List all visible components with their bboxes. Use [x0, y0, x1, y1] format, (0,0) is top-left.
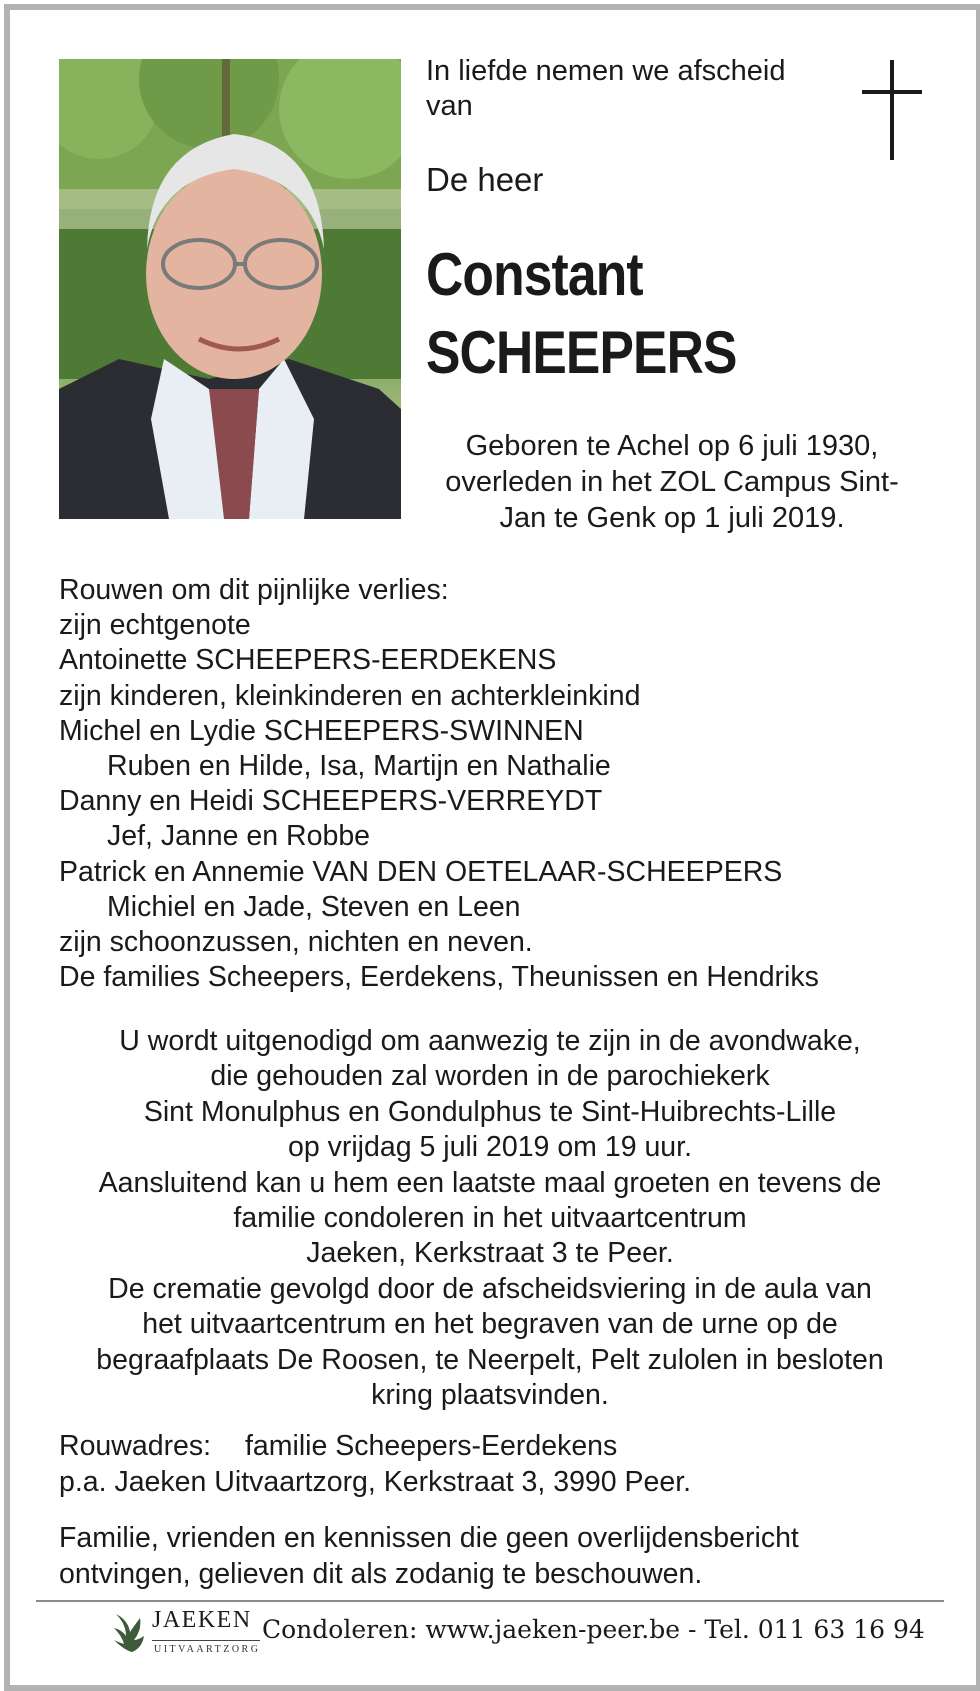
mourning-address	[59, 1428, 939, 1500]
family-note	[59, 1520, 939, 1592]
mourners-list	[59, 573, 939, 995]
honorific: De heer	[426, 161, 544, 198]
ceremony-line: begraafplaats De Roosen, te Neerpelt, Pelt zulolen in besloten	[96, 1343, 884, 1376]
intro-text	[426, 54, 826, 124]
logo-title: JAEKEN	[152, 1607, 252, 1633]
portrait-photo	[59, 59, 401, 519]
mourner-line: Danny en Heidi SCHEEPERS-VERREYDT	[59, 785, 603, 818]
birth-death-info	[416, 428, 928, 536]
born-line: overleden in het ZOL Campus Sint-	[445, 466, 899, 498]
address-name: familie Scheepers-Eerdekens	[245, 1430, 618, 1462]
ceremony-line: kring plaatsvinden.	[371, 1379, 609, 1412]
mourner-line: Michel en Lydie SCHEEPERS-SWINNEN	[59, 714, 584, 747]
mourner-line: zijn schoonzussen, nichten en neven.	[59, 926, 533, 959]
ceremony-line: die gehouden zal worden in de parochiekerk	[210, 1060, 770, 1093]
mourner-line: Ruben en Hilde, Isa, Martijn en Nathalie	[107, 750, 611, 783]
last-name: SCHEEPERS	[426, 319, 737, 386]
mourner-line: Michiel en Jade, Steven en Leen	[107, 890, 521, 923]
ceremony-line: Sint Monulphus en Gondulphus te Sint-Huibrechts-Lille	[143, 1095, 837, 1128]
ceremony-line: familie condoleren in het uitvaartcentrum	[233, 1202, 747, 1235]
born-line: Geboren te Achel op 6 juli 1930,	[465, 430, 879, 462]
mourner-line: Antoinette SCHEEPERS-EERDEKENS	[59, 644, 557, 677]
deceased-name	[426, 236, 737, 392]
first-name: Constant	[426, 241, 643, 308]
ceremony-line: Jaeken, Kerkstraat 3 te Peer.	[306, 1237, 674, 1270]
cross-icon	[862, 60, 922, 160]
intro-line-1: In liefde nemen we afscheid	[426, 55, 786, 87]
logo-rule	[152, 1640, 260, 1641]
ceremony-line: het uitvaartcentrum en het begraven van de urne op de	[142, 1308, 838, 1341]
address-label: Rouwadres:	[59, 1430, 212, 1462]
mourner-line: zijn echtgenote	[59, 609, 251, 642]
mourner-line: Patrick en Annemie VAN DEN OETELAAR-SCHEEPERS	[59, 855, 783, 888]
family-note-line: Familie, vrienden en kennissen die geen overlijdensbericht	[59, 1522, 799, 1554]
ceremony-line: Aansluitend kan u hem een laatste maal groeten en tevens de	[98, 1166, 882, 1199]
ceremony-info	[40, 1024, 940, 1413]
jaeken-logo	[112, 1606, 262, 1662]
ceremony-line: De crematie gevolgd door de afscheidsviering in de aula van	[108, 1272, 872, 1305]
intro-line-2: van	[426, 90, 473, 122]
born-line: Jan te Genk op 1 juli 2019.	[499, 502, 845, 534]
mourner-line: zijn kinderen, kleinkinderen en achterkleinkind	[59, 679, 641, 712]
mourner-line: Jef, Janne en Robbe	[107, 820, 371, 853]
footer-divider	[36, 1600, 944, 1602]
condolence-footer: Condoleren: www.jaeken-peer.be - Tel. 011 63 16 94	[262, 1615, 925, 1644]
address-line-2: p.a. Jaeken Uitvaartzorg, Kerkstraat 3, 3990 Peer.	[59, 1466, 692, 1498]
logo-subtitle: UITVAARTZORG	[154, 1644, 261, 1655]
family-note-line: ontvingen, gelieven dit als zodanig te beschouwen.	[59, 1558, 703, 1590]
mourner-line: De families Scheepers, Eerdekens, Theunissen en Hendriks	[59, 961, 819, 994]
ceremony-line: op vrijdag 5 juli 2019 om 19 uur.	[287, 1131, 692, 1164]
mourner-line: Rouwen om dit pijnlijke verlies:	[59, 574, 449, 606]
ceremony-line: U wordt uitgenodigd om aanwezig te zijn in de avondwake,	[119, 1025, 861, 1057]
bird-icon	[112, 1610, 146, 1654]
address-line-1	[59, 1428, 939, 1464]
